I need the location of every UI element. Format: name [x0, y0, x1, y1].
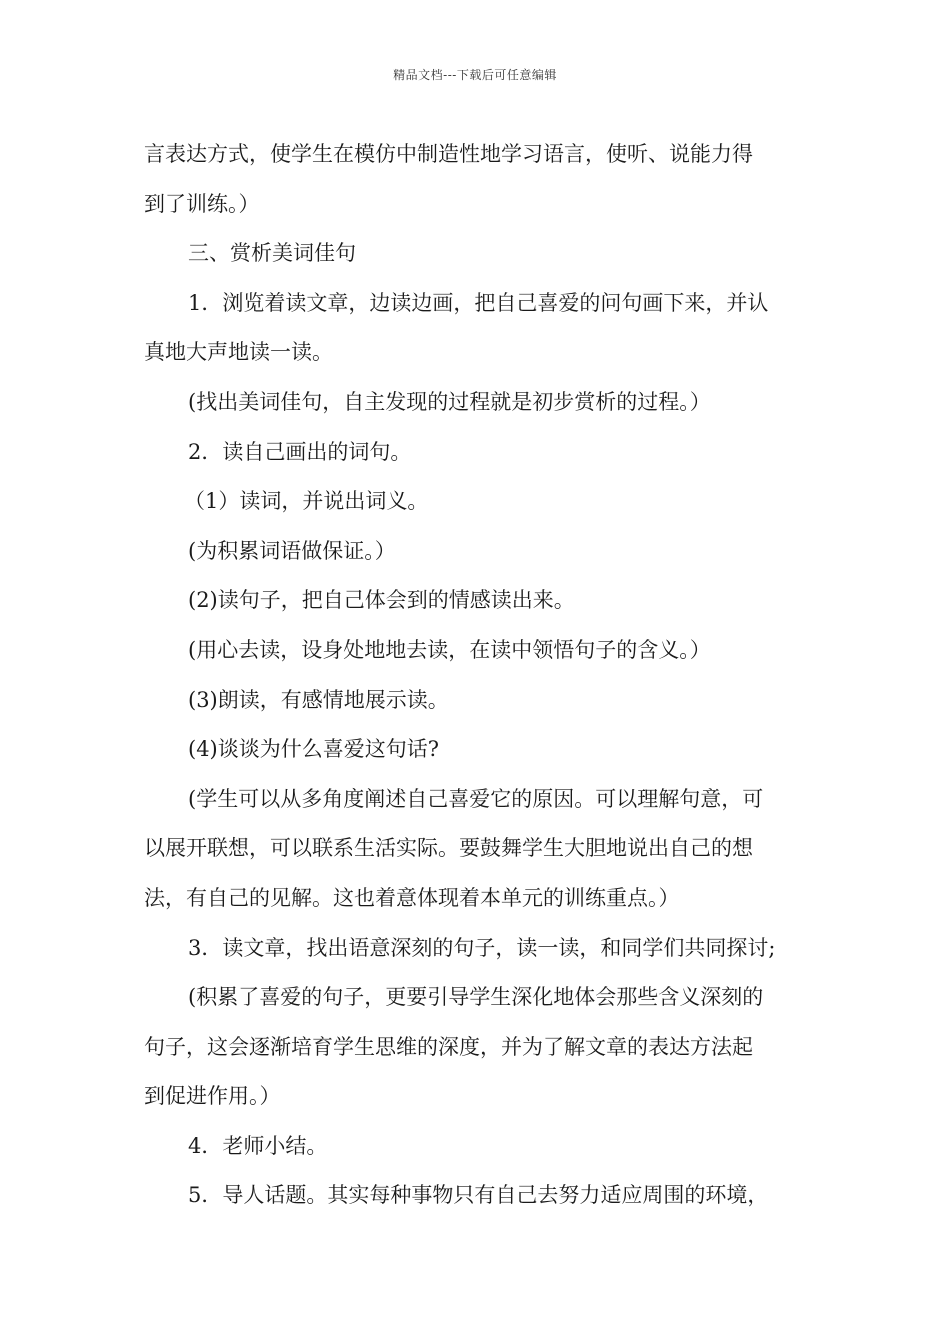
- text-line: 真地大声地读一读。: [144, 340, 333, 365]
- text-line: (用心去读，设身处地地去读，在读中领悟句子的含义。）: [188, 637, 711, 662]
- document-body: [144, 130, 824, 1221]
- page-header: 精品文档---下载后可任意编辑: [393, 68, 557, 82]
- section-heading: 三、赏析美词佳句: [188, 241, 356, 266]
- text-line: (为积累词语做保证。）: [188, 538, 396, 563]
- text-line: 4．老师小结。: [188, 1133, 328, 1158]
- text-line: 以展开联想，可以联系生活实际。要鼓舞学生大胆地说出自己的想: [144, 836, 753, 861]
- text-line: (找出美词佳句，自主发现的过程就是初步赏析的过程。）: [188, 389, 711, 414]
- text-line: 3．读文章，找出语意深刻的句子，读一读，和同学们共同探讨;: [188, 935, 776, 960]
- text-line: (4)谈谈为什么喜爱这句话?: [188, 737, 440, 762]
- text-line: 2．读自己画出的词句。: [188, 439, 412, 464]
- text-line: 到促进作用。）: [144, 1084, 281, 1109]
- text-line: 句子，这会逐渐培育学生思维的深度，并为了解文章的表达方法起: [144, 1034, 753, 1059]
- text-line: 到了训练。）: [144, 191, 260, 216]
- text-line: (积累了喜爱的句子，更要引导学生深化地体会那些含义深刻的: [188, 985, 764, 1010]
- text-line: 言表达方式，使学生在模仿中制造性地学习语言，使听、说能力得: [144, 142, 753, 166]
- text-line: (3)朗读，有感情地展示读。: [188, 687, 449, 712]
- text-line: 5．导人话题。其实每种事物只有自己去努力适应周围的环境，: [188, 1183, 769, 1208]
- text-line: (学生可以从多角度阐述自己喜爱它的原因。可以理解句意，可: [188, 786, 764, 811]
- text-line: (2)读句子，把自己体会到的情感读出来。: [188, 588, 575, 613]
- text-line: （1）读词，并说出词义。: [184, 489, 429, 514]
- text-line: 1．浏览着读文章，边读边画，把自己喜爱的问句画下来，并认: [188, 290, 769, 315]
- text-line: 法，有自己的见解。这也着意体现着本单元的训练重点。）: [144, 885, 680, 910]
